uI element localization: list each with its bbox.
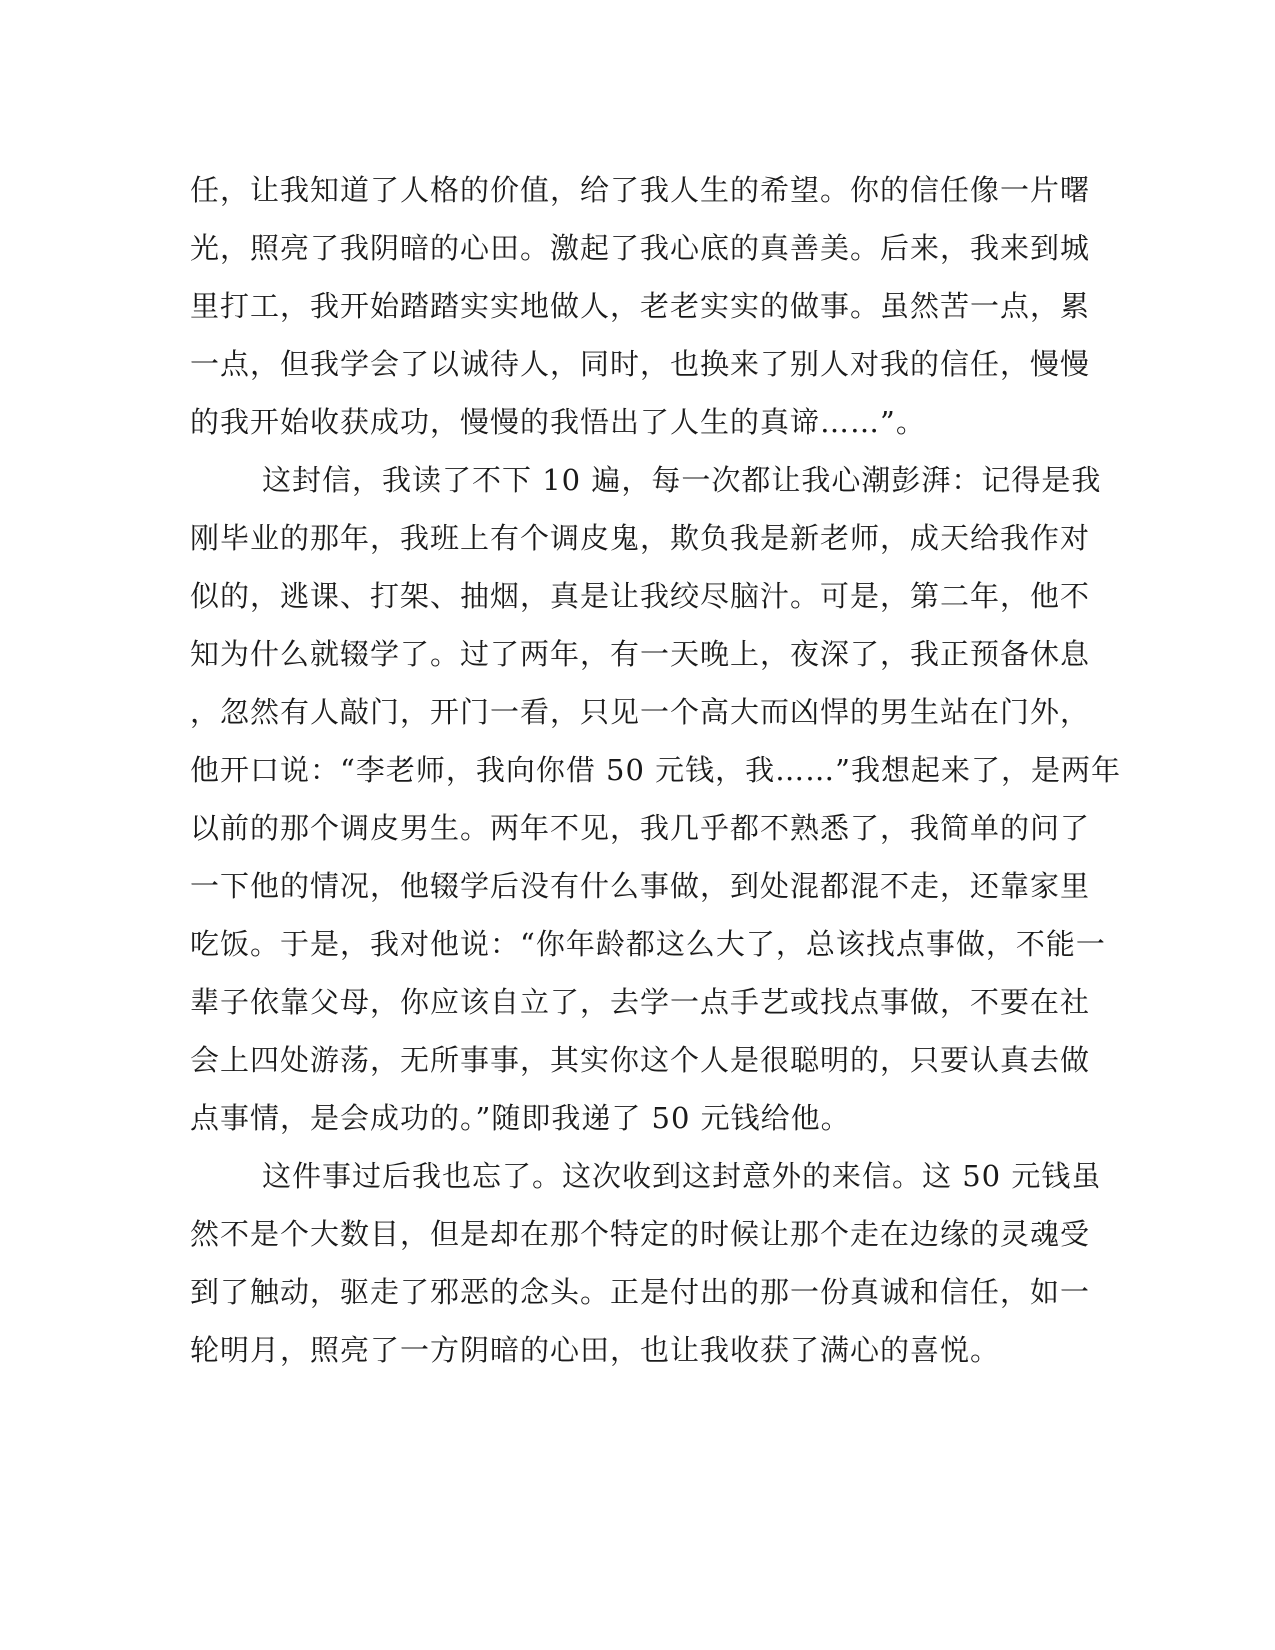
- text-line: ，忽然有人敲门，开门一看，只见一个高大而凶悍的男生站在门外，: [190, 695, 1091, 729]
- text-line: 知为什么就辍学了。过了两年，有一天晚上，夜深了，我正预备休息: [190, 637, 1091, 671]
- text-line: 光，照亮了我阴暗的心田。激起了我心底的真善美。后来，我来到城: [190, 231, 1091, 265]
- text-line: 一点，但我学会了以诚待人，同时，也换来了别人对我的信任，慢慢: [190, 347, 1091, 381]
- text-line: 辈子依靠父母，你应该自立了，去学一点手艺或找点事做，不要在社: [190, 985, 1091, 1019]
- text-line: 刚毕业的那年，我班上有个调皮鬼，欺负我是新老师，成天给我作对: [190, 521, 1091, 555]
- text-line: 任，让我知道了人格的价值，给了我人生的希望。你的信任像一片曙: [190, 173, 1091, 207]
- text-line: 这件事过后我也忘了。这次收到这封意外的来信。这 50 元钱虽: [262, 1159, 1102, 1193]
- text-line: 这封信，我读了不下 10 遍，每一次都让我心潮彭湃：记得是我: [262, 463, 1102, 497]
- text-line: 的我开始收获成功，慢慢的我悟出了人生的真谛……”。: [190, 405, 926, 439]
- text-line: 似的，逃课、打架、抽烟，真是让我绞尽脑汁。可是，第二年，他不: [190, 579, 1091, 613]
- text-line: 点事情，是会成功的。”随即我递了 50 元钱给他。: [190, 1101, 851, 1135]
- text-line: 到了触动，驱走了邪恶的念头。正是付出的那一份真诚和信任，如一: [190, 1275, 1091, 1309]
- text-line: 轮明月，照亮了一方阴暗的心田，也让我收获了满心的喜悦。: [190, 1333, 1001, 1367]
- text-line: 以前的那个调皮男生。两年不见，我几乎都不熟悉了，我简单的问了: [190, 811, 1091, 845]
- text-line: 里打工，我开始踏踏实实地做人，老老实实的做事。虽然苦一点，累: [190, 289, 1091, 323]
- text-line: 然不是个大数目，但是却在那个特定的时候让那个走在边缘的灵魂受: [190, 1217, 1091, 1251]
- text-line: 他开口说：“李老师，我向你借 50 元钱，我……”我想起来了，是两年: [190, 753, 1121, 787]
- text-line: 会上四处游荡，无所事事，其实你这个人是很聪明的，只要认真去做: [190, 1043, 1091, 1077]
- text-line: 吃饭。于是，我对他说：“你年龄都这么大了，总该找点事做，不能一: [190, 927, 1106, 961]
- text-line: 一下他的情况，他辍学后没有什么事做，到处混都混不走，还靠家里: [190, 869, 1091, 903]
